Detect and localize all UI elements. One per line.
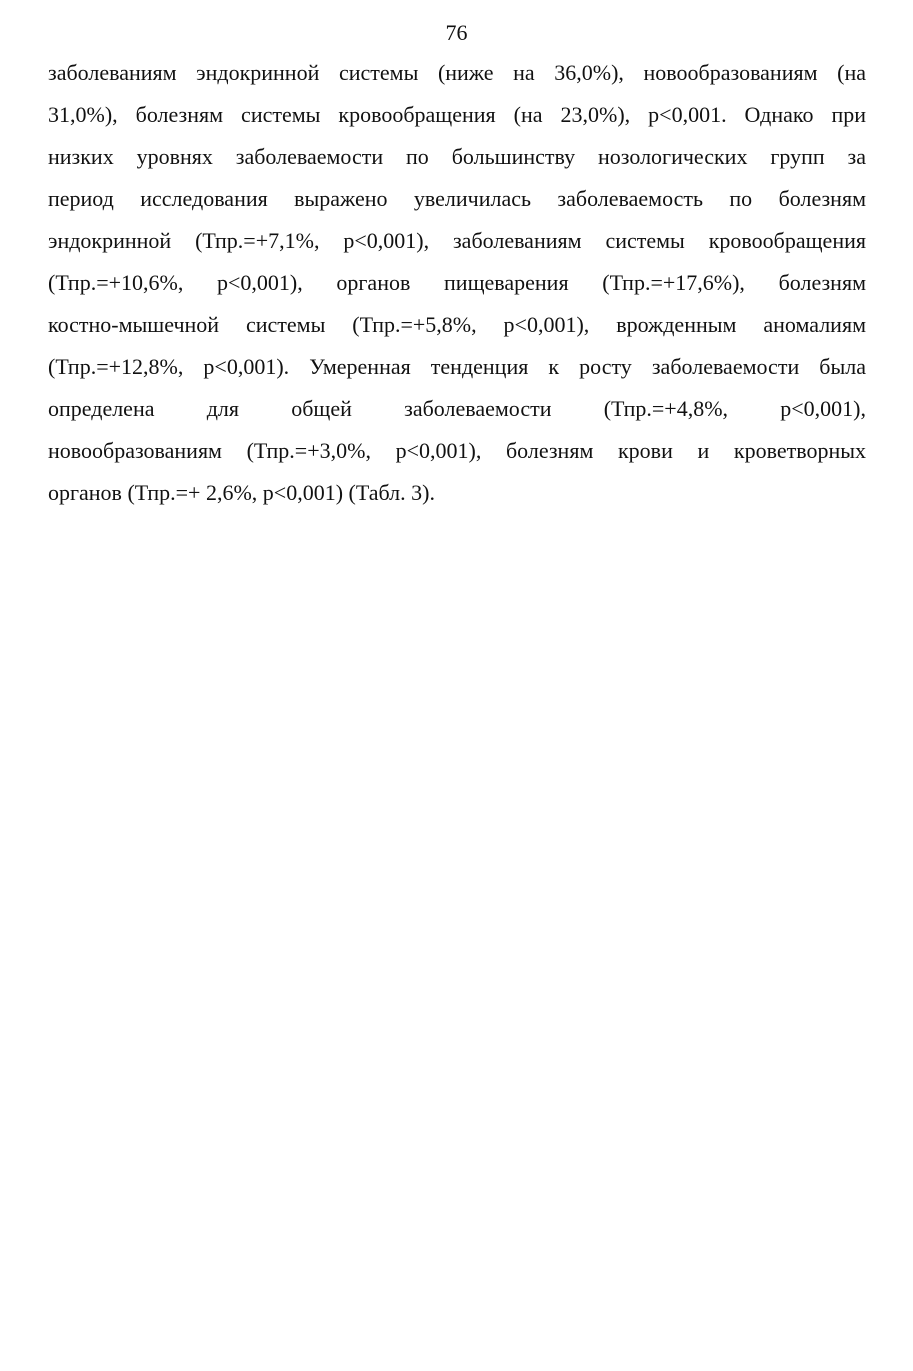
body-paragraph bbox=[48, 58, 866, 520]
paragraph-line: период исследования выражено увеличилась заболеваемость по болезням bbox=[48, 186, 866, 211]
paragraph-line: определена для общей заболеваемости (Тпр.=+4,8%, p<0,001), bbox=[48, 396, 866, 421]
paragraph-line: низких уровнях заболеваемости по большинству нозологических групп за bbox=[48, 144, 866, 169]
paragraph-line: заболеваниям эндокринной системы (ниже на 36,0%), новообразованиям (на bbox=[48, 60, 866, 85]
paragraph-line: (Тпр.=+10,6%, p<0,001), органов пищеварения (Тпр.=+17,6%), болезням bbox=[48, 270, 866, 295]
paragraph-line: костно-мышечной системы (Тпр.=+5,8%, p<0,001), врожденным аномалиям bbox=[48, 312, 866, 337]
page-number: 76 bbox=[445, 20, 468, 45]
paragraph-line: эндокринной (Тпр.=+7,1%, p<0,001), заболеваниям системы кровообращения bbox=[48, 228, 866, 253]
paragraph-line: (Тпр.=+12,8%, p<0,001). Умеренная тенденция к росту заболеваемости была bbox=[48, 354, 866, 379]
paragraph-line: 31,0%), болезням системы кровообращения (на 23,0%), p<0,001. Однако при bbox=[48, 102, 866, 127]
paragraph-line: органов (Тпр.=+ 2,6%, p<0,001) (Табл. 3). bbox=[48, 480, 435, 505]
paragraph-line: новообразованиям (Тпр.=+3,0%, p<0,001), болезням крови и кроветворных bbox=[48, 438, 866, 463]
